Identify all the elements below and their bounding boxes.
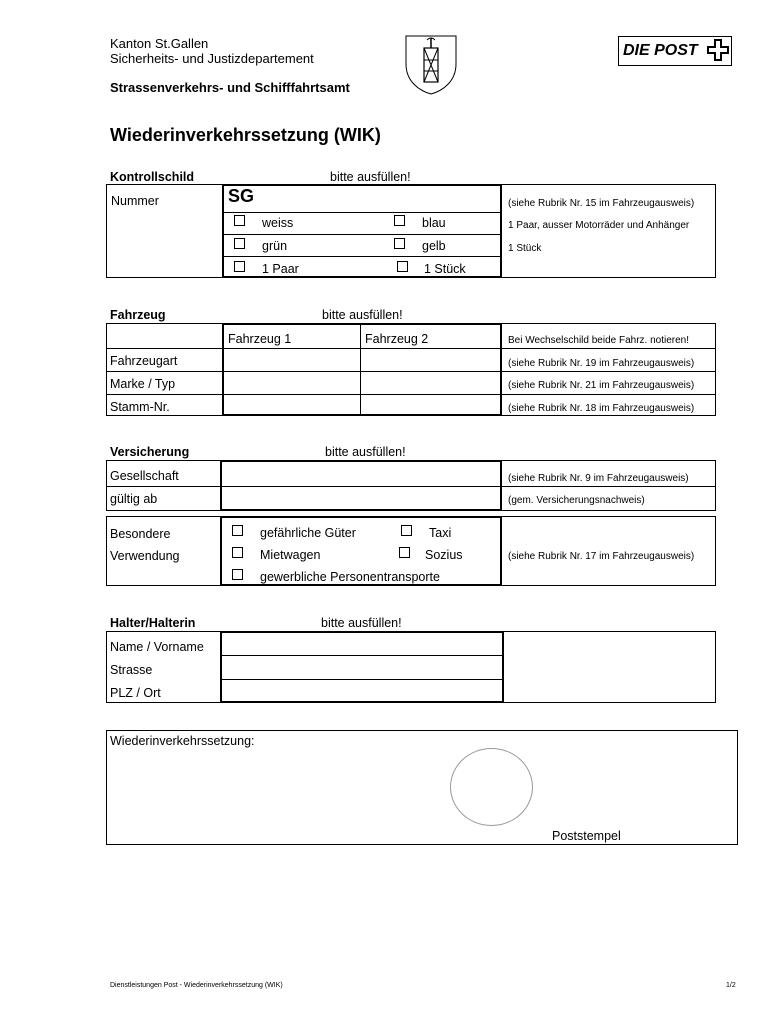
versicherung-heading: Versicherung bbox=[110, 445, 190, 459]
checkbox-personentransporte[interactable] bbox=[232, 569, 243, 580]
wechselschild-note: Bei Wechselschild beide Fahrz. notieren! bbox=[508, 335, 690, 346]
option-gruen: grün bbox=[262, 239, 288, 253]
note-rubrik-9: (siehe Rubrik Nr. 9 im Fahrzeugausweis) bbox=[508, 473, 689, 484]
name-vorname-label: Name / Vorname bbox=[110, 640, 204, 654]
checkbox-1-paar[interactable] bbox=[234, 261, 245, 272]
checkbox-taxi[interactable] bbox=[401, 525, 412, 536]
post-logo-text: DIE POST bbox=[623, 42, 698, 59]
kontrollschild-heading: Kontrollschild bbox=[110, 170, 195, 184]
office-name: Strassenverkehrs- und Schifffahrtsamt bbox=[110, 80, 350, 95]
wik-label: Wiederinverkehrssetzung: bbox=[110, 734, 255, 748]
plate-prefix: SG bbox=[228, 186, 255, 206]
post-logo bbox=[618, 36, 732, 66]
option-1-paar: 1 Paar bbox=[262, 262, 299, 276]
fahrzeug-2-header: Fahrzeug 2 bbox=[365, 332, 429, 346]
option-blau: blau bbox=[422, 216, 446, 230]
department-name: Sicherheits- und Justizdepartement bbox=[110, 51, 314, 66]
option-gefaehrliche-gueter: gefährliche Güter bbox=[260, 526, 356, 540]
besondere-label: Besondere bbox=[110, 527, 171, 541]
fahrzeugart-label: Fahrzeugart bbox=[110, 354, 178, 368]
option-personentransporte: gewerbliche Personentransporte bbox=[260, 570, 440, 584]
kontrollschild-hint: bitte ausfüllen! bbox=[330, 170, 411, 184]
fahrzeug-heading: Fahrzeug bbox=[110, 308, 166, 322]
checkbox-blau[interactable] bbox=[394, 215, 405, 226]
note-versicherungsnachweis: (gem. Versicherungsnachweis) bbox=[508, 495, 645, 506]
coat-of-arms-icon bbox=[404, 34, 458, 96]
option-mietwagen: Mietwagen bbox=[260, 548, 321, 562]
footer-left: Dienstleistungen Post - Wiederinverkehrssetzung (WIK) bbox=[110, 982, 283, 989]
checkbox-gelb[interactable] bbox=[394, 238, 405, 249]
note-rubrik-21: (siehe Rubrik Nr. 21 im Fahrzeugausweis) bbox=[508, 380, 695, 391]
checkbox-gefaehrliche-gueter[interactable] bbox=[232, 525, 243, 536]
checkbox-1-stueck[interactable] bbox=[397, 261, 408, 272]
option-sozius: Sozius bbox=[425, 548, 463, 562]
note-rubrik-19: (siehe Rubrik Nr. 19 im Fahrzeugausweis) bbox=[508, 358, 695, 369]
fahrzeug-1-header: Fahrzeug 1 bbox=[228, 332, 292, 346]
checkbox-sozius[interactable] bbox=[399, 547, 410, 558]
note-rubrik-17: (siehe Rubrik Nr. 17 im Fahrzeugausweis) bbox=[508, 551, 695, 562]
marke-typ-label: Marke / Typ bbox=[110, 377, 176, 391]
option-gelb: gelb bbox=[422, 239, 446, 253]
option-taxi: Taxi bbox=[429, 526, 452, 540]
halter-hint: bitte ausfüllen! bbox=[321, 616, 402, 630]
nummer-label: Nummer bbox=[111, 194, 159, 208]
note-rubrik-18: (siehe Rubrik Nr. 18 im Fahrzeugausweis) bbox=[508, 403, 695, 414]
note-1-stueck: 1 Stück bbox=[508, 243, 542, 254]
poststempel-label: Poststempel bbox=[552, 829, 621, 843]
page-title: Wiederinverkehrssetzung (WIK) bbox=[110, 125, 381, 145]
gueltig-ab-label: gültig ab bbox=[110, 492, 158, 506]
swiss-cross-icon bbox=[707, 39, 729, 63]
strasse-label: Strasse bbox=[110, 663, 153, 677]
option-weiss: weiss bbox=[262, 216, 294, 230]
canton-name: Kanton St.Gallen bbox=[110, 36, 209, 51]
checkbox-gruen[interactable] bbox=[234, 238, 245, 249]
verwendung-label: Verwendung bbox=[110, 549, 180, 563]
note-rubrik-15: (siehe Rubrik Nr. 15 im Fahrzeugausweis) bbox=[508, 198, 695, 209]
halter-heading: Halter/Halterin bbox=[110, 616, 196, 630]
fahrzeug-hint: bitte ausfüllen! bbox=[322, 308, 403, 322]
stamp-circle bbox=[450, 748, 533, 826]
option-1-stueck: 1 Stück bbox=[424, 262, 466, 276]
checkbox-mietwagen[interactable] bbox=[232, 547, 243, 558]
versicherung-hint: bitte ausfüllen! bbox=[325, 445, 406, 459]
gesellschaft-label: Gesellschaft bbox=[110, 469, 179, 483]
halter-fields[interactable] bbox=[220, 631, 504, 703]
checkbox-weiss[interactable] bbox=[234, 215, 245, 226]
note-1-paar: 1 Paar, ausser Motorräder und Anhänger bbox=[508, 220, 690, 231]
page-number: 1/2 bbox=[726, 982, 736, 989]
stamm-nr-label: Stamm-Nr. bbox=[110, 400, 170, 414]
plz-ort-label: PLZ / Ort bbox=[110, 686, 161, 700]
